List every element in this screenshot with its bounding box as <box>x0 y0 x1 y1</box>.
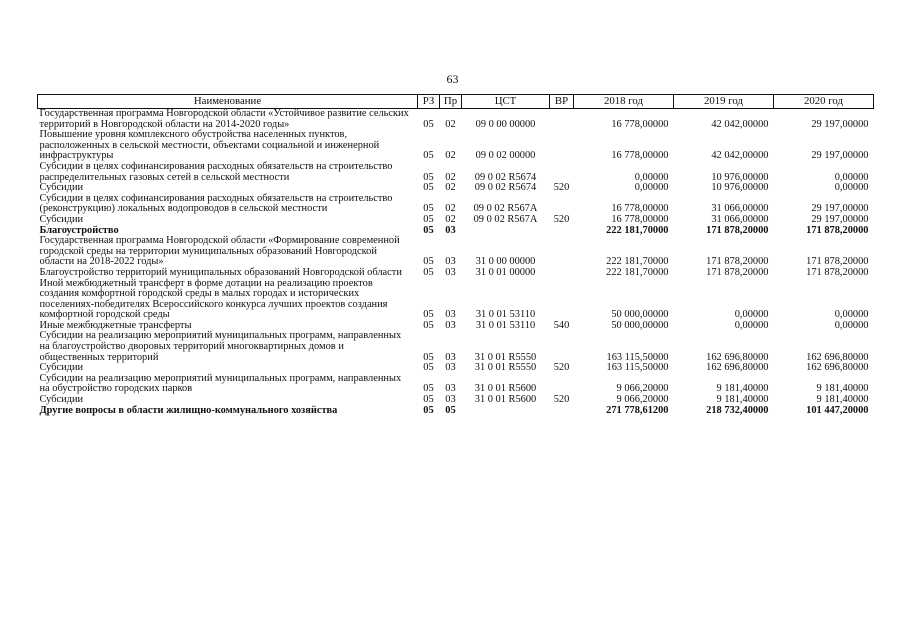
row-name: Субсидии на реализацию мероприятий муниципальных программ, направленных на благоустройство дворовых территорий многоквартирных домов и общественных территорий <box>39 330 402 363</box>
row-value-2019: 42 042,00000 <box>711 150 769 162</box>
row-rz: 05 <box>423 213 434 225</box>
row-pr: 03 <box>445 309 456 321</box>
table-row <box>38 162 874 183</box>
row-rz: 05 <box>423 404 434 416</box>
col-header-name: Наименование <box>38 95 418 109</box>
row-value-2020: 162 696,80000 <box>806 362 869 374</box>
row-name: Государственная программа Новгородской области «Формирование современной городской среды на территории муниципальных образований Новгородской области на 2018-2022 годы» <box>39 235 400 268</box>
table-body <box>38 109 874 417</box>
row-cst: 31 0 01 R5550 <box>474 351 537 363</box>
row-rz: 05 <box>423 309 434 321</box>
row-vr <box>550 109 574 131</box>
row-pr: 02 <box>445 171 456 183</box>
col-header-2020: 2020 год <box>774 95 874 109</box>
row-cst: 31 0 01 R5550 <box>474 362 537 374</box>
table-row <box>38 279 874 321</box>
row-value-2019: 9 181,40000 <box>716 383 769 395</box>
row-value-2019: 31 066,00000 <box>711 213 769 225</box>
col-header-cst: ЦСТ <box>462 95 550 109</box>
row-rz: 05 <box>423 150 434 162</box>
row-value-2019: 171 878,20000 <box>706 224 769 236</box>
row-value-2020: 29 197,00000 <box>811 118 869 130</box>
table-row <box>38 406 874 417</box>
row-value-2020: 0,00000 <box>834 319 869 331</box>
row-cst: 09 0 02 R5674 <box>474 182 537 194</box>
row-vr <box>550 162 574 183</box>
row-value-2019: 42 042,00000 <box>711 118 769 130</box>
table-header-row <box>38 95 874 109</box>
row-name: Иной межбюджетный трансферт в форме дотации на реализацию проектов создания комфортной городской среды в малых городах и исторических поселениях-победителях Всероссийского конкурса лучших проектов создания комфортной городской среды <box>39 277 388 321</box>
row-value-2018: 163 115,50000 <box>606 362 669 374</box>
row-pr: 03 <box>445 266 456 278</box>
row-rz: 05 <box>423 351 434 363</box>
row-value-2019: 9 181,40000 <box>716 394 769 406</box>
row-rz: 05 <box>423 224 434 236</box>
row-rz: 05 <box>423 394 434 406</box>
row-value-2020: 0,00000 <box>834 171 869 183</box>
row-value-2019: 162 696,80000 <box>706 362 769 374</box>
row-value-2018: 0,00000 <box>634 171 669 183</box>
row-vr <box>550 236 574 268</box>
row-value-2019: 10 976,00000 <box>711 171 769 183</box>
row-pr: 02 <box>445 182 456 194</box>
row-value-2018: 222 181,70000 <box>606 266 669 278</box>
row-cst: 31 0 01 00000 <box>475 266 536 278</box>
row-name: Повышение уровня комплексного обустройства населенных пунктов, расположенных в сельской местности, объектами социальной и инженерной инфраструктуры <box>39 129 380 162</box>
row-value-2018: 50 000,00000 <box>611 319 669 331</box>
row-name: Субсидии в целях софинансирования расходных обязательств на строительство (реконструкцию) локальных водопроводов в сельской местности <box>39 192 393 215</box>
row-rz: 05 <box>423 362 434 374</box>
row-cst: 31 0 01 53110 <box>475 309 536 321</box>
row-value-2019: 0,00000 <box>734 319 769 331</box>
row-pr: 05 <box>445 404 456 416</box>
row-rz: 05 <box>423 182 434 194</box>
row-value-2018: 271 778,61200 <box>606 404 669 416</box>
table-row <box>38 215 874 226</box>
row-value-2018: 16 778,00000 <box>611 118 669 130</box>
row-name: Субсидии на реализацию мероприятий муниципальных программ, направленных на обустройство городских парков <box>39 372 402 395</box>
row-cst <box>462 406 550 417</box>
row-pr: 02 <box>445 203 456 215</box>
row-name: Субсидии <box>39 213 84 225</box>
row-value-2020: 171 878,20000 <box>806 224 869 236</box>
row-vr <box>550 279 574 321</box>
row-name: Иные межбюджетные трансферты <box>39 319 192 331</box>
table-row <box>38 236 874 268</box>
row-value-2020: 101 447,20000 <box>806 404 869 416</box>
row-pr: 03 <box>445 394 456 406</box>
row-value-2020: 0,00000 <box>834 309 869 321</box>
row-name: Субсидии в целях софинансирования расходных обязательств на строительство распределительных газовых сетей в сельской местности <box>39 160 393 183</box>
row-name: Субсидии <box>39 362 84 374</box>
row-name: Государственная программа Новгородской области «Устойчивое развитие сельских территорий в Новгородской области на 2014-2020 годы» <box>39 108 409 130</box>
row-cst <box>462 226 550 237</box>
row-name: Другие вопросы в области жилищно-коммунального хозяйства <box>39 404 338 416</box>
row-rz: 05 <box>423 171 434 183</box>
row-value-2019: 31 066,00000 <box>711 203 769 215</box>
row-value-2018: 16 778,00000 <box>611 150 669 162</box>
col-header-vr: ВР <box>550 95 574 109</box>
row-vr <box>550 331 574 363</box>
row-value-2020: 0,00000 <box>834 182 869 194</box>
row-cst: 09 0 02 R5674 <box>474 171 537 183</box>
row-vr <box>550 406 574 417</box>
row-cst: 31 0 01 R5600 <box>474 383 537 395</box>
row-value-2018: 9 066,20000 <box>616 394 669 406</box>
row-value-2020: 29 197,00000 <box>811 150 869 162</box>
row-vr: 520 <box>553 394 570 406</box>
row-value-2019: 162 696,80000 <box>706 351 769 363</box>
row-vr: 520 <box>553 213 570 225</box>
row-pr: 03 <box>445 351 456 363</box>
table-row <box>38 331 874 363</box>
row-name: Субсидии <box>39 394 84 406</box>
row-value-2019: 171 878,20000 <box>706 256 769 268</box>
row-value-2018: 16 778,00000 <box>611 213 669 225</box>
row-vr: 520 <box>553 182 570 194</box>
row-value-2018: 222 181,70000 <box>606 256 669 268</box>
row-pr: 03 <box>445 362 456 374</box>
row-value-2018: 0,00000 <box>634 182 669 194</box>
col-header-2018: 2018 год <box>574 95 674 109</box>
row-rz: 05 <box>423 256 434 268</box>
row-value-2020: 171 878,20000 <box>806 256 869 268</box>
row-cst: 31 0 01 R5600 <box>474 394 537 406</box>
row-vr: 540 <box>553 319 570 331</box>
row-cst: 31 0 00 00000 <box>475 256 536 268</box>
row-cst: 09 0 02 00000 <box>475 150 536 162</box>
table-row <box>38 374 874 395</box>
table-row <box>38 130 874 162</box>
row-vr <box>550 226 574 237</box>
row-pr: 03 <box>445 256 456 268</box>
row-cst: 09 0 02 R567A <box>473 203 538 215</box>
table-row <box>38 268 874 279</box>
row-cst: 31 0 01 53110 <box>475 319 536 331</box>
row-vr <box>550 194 574 215</box>
row-rz: 05 <box>423 319 434 331</box>
row-value-2020: 9 181,40000 <box>816 394 869 406</box>
row-rz: 05 <box>423 118 434 130</box>
row-cst: 09 0 02 R567A <box>473 213 538 225</box>
col-header-2019: 2019 год <box>674 95 774 109</box>
row-value-2020: 171 878,20000 <box>806 266 869 278</box>
row-pr: 02 <box>445 150 456 162</box>
col-header-pr: Пр <box>440 95 462 109</box>
row-rz: 05 <box>423 266 434 278</box>
row-value-2020: 29 197,00000 <box>811 213 869 225</box>
row-value-2020: 29 197,00000 <box>811 203 869 215</box>
row-name: Благоустройство территорий муниципальных образований Новгородской области <box>39 266 402 278</box>
page-number: 63 <box>446 72 459 86</box>
row-value-2020: 162 696,80000 <box>806 351 869 363</box>
row-value-2018: 50 000,00000 <box>611 309 669 321</box>
row-pr: 03 <box>445 383 456 395</box>
row-name: Субсидии <box>39 182 84 194</box>
row-pr: 03 <box>445 319 456 331</box>
row-vr <box>550 130 574 162</box>
row-vr: 520 <box>553 362 570 374</box>
row-value-2019: 218 732,40000 <box>706 404 769 416</box>
row-rz: 05 <box>423 383 434 395</box>
row-value-2019: 0,00000 <box>734 309 769 321</box>
row-value-2020: 9 181,40000 <box>816 383 869 395</box>
row-vr <box>550 374 574 395</box>
budget-table <box>37 94 874 416</box>
row-pr: 02 <box>445 118 456 130</box>
row-rz: 05 <box>423 203 434 215</box>
row-pr: 03 <box>445 224 456 236</box>
row-value-2018: 9 066,20000 <box>616 383 669 395</box>
row-value-2018: 222 181,70000 <box>606 224 669 236</box>
col-header-rz: РЗ <box>418 95 440 109</box>
row-cst: 09 0 00 00000 <box>475 118 536 130</box>
row-pr: 02 <box>445 213 456 225</box>
row-value-2019: 171 878,20000 <box>706 266 769 278</box>
table-row <box>38 109 874 131</box>
row-value-2018: 163 115,50000 <box>606 351 669 363</box>
row-value-2018: 16 778,00000 <box>611 203 669 215</box>
row-value-2019: 10 976,00000 <box>711 182 769 194</box>
row-name: Благоустройство <box>39 224 119 236</box>
row-vr <box>550 268 574 279</box>
table-row <box>38 194 874 215</box>
